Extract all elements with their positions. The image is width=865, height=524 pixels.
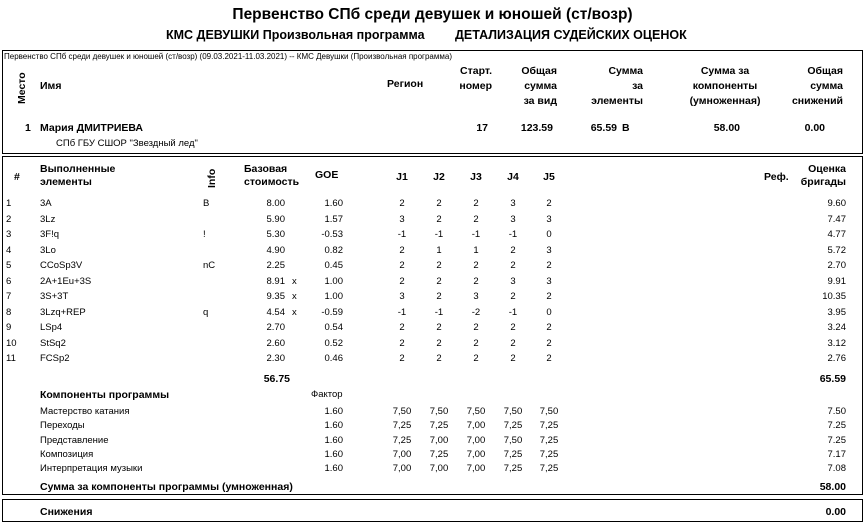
element-judge-1: 2 (399, 275, 405, 287)
component-name: Представление (40, 434, 109, 446)
element-score: 10.35 (822, 291, 846, 302)
header-judge-1: J1 (396, 171, 408, 183)
component-score: 7.25 (827, 420, 846, 432)
element-judge-2: 1 (436, 244, 442, 256)
element-goe: 1.57 (324, 213, 343, 225)
element-score: 2.76 (827, 353, 846, 364)
element-code: 3Lzq+REP (40, 306, 86, 318)
element-goe: 1.60 (324, 198, 343, 209)
element-judge-1: 2 (399, 322, 405, 333)
element-judge-5: 2 (546, 322, 552, 333)
component-score: 7.25 (827, 434, 846, 446)
header-judge-4: J4 (507, 171, 519, 183)
element-judge-5: 2 (546, 353, 552, 364)
element-judge-1: 2 (399, 244, 405, 256)
component-judge-4: 7,25 (503, 463, 523, 475)
element-judge-2: 2 (436, 198, 442, 209)
component-judge-4: 7,25 (503, 448, 523, 460)
header-start-2: номер (459, 80, 492, 92)
component-name: Переходы (40, 420, 85, 432)
element-judge-2: 2 (436, 291, 442, 302)
section-title: ДЕТАЛИЗАЦИЯ СУДЕЙСКИХ ОЦЕНОК (455, 28, 687, 42)
skater-place: 1 (25, 122, 31, 134)
element-judge-4: -1 (508, 306, 518, 318)
header-elements-3: элементы (591, 95, 643, 107)
component-judge-5: 7,50 (539, 406, 559, 417)
element-judge-3: 2 (473, 353, 479, 364)
element-goe: 1.00 (324, 291, 343, 302)
deductions-total: 0.00 (825, 506, 846, 518)
element-judge-1: 2 (399, 260, 405, 271)
component-judge-2: 7,00 (429, 463, 449, 475)
element-goe: 0.54 (324, 322, 343, 333)
element-judge-3: 2 (473, 198, 479, 209)
page-title: Первенство СПб среди девушек и юношей (ст/возр) (232, 6, 633, 23)
element-num: 2 (6, 213, 12, 225)
element-judge-4: 2 (510, 260, 516, 271)
element-bonus-x: x (292, 291, 297, 302)
element-judge-4: 2 (510, 244, 516, 256)
header-deductions-1: Общая (807, 65, 843, 77)
element-code: FCSp2 (40, 353, 70, 364)
component-score: 7.08 (827, 463, 846, 475)
element-base: 8.91 (266, 275, 285, 287)
element-score: 3.12 (827, 337, 846, 349)
element-num: 10 (6, 337, 17, 349)
element-num: 3 (6, 229, 12, 240)
element-base: 2.25 (266, 260, 285, 271)
element-judge-5: 0 (546, 306, 552, 318)
element-judge-1: 2 (399, 353, 405, 364)
element-judge-5: 2 (546, 291, 552, 302)
element-base: 5.90 (266, 213, 285, 225)
component-judge-5: 7,25 (539, 463, 559, 475)
component-judge-3: 7,00 (466, 463, 486, 475)
element-judge-2: 2 (436, 322, 442, 333)
skater-name: Мария ДМИТРИЕВА (40, 122, 144, 134)
header-total-3: за вид (523, 95, 557, 107)
element-judge-4: 2 (510, 291, 516, 302)
element-judge-5: 3 (546, 213, 552, 225)
factor-header: Фактор (311, 389, 343, 400)
component-judge-2: 7,25 (429, 448, 449, 460)
component-factor: 1.60 (324, 463, 343, 475)
element-info: B (203, 198, 210, 209)
element-info: ! (203, 229, 206, 240)
element-num: 11 (6, 353, 16, 364)
element-judge-2: 2 (436, 213, 442, 225)
element-score: 3.95 (827, 306, 846, 318)
component-judge-3: 7,00 (466, 448, 486, 460)
element-goe: -0.53 (321, 229, 343, 240)
skater-club: СПб ГБУ СШОР "Звездный лед" (56, 138, 198, 149)
header-panel-2: бригады (800, 176, 846, 188)
element-num: 9 (6, 322, 12, 333)
element-judge-2: -1 (434, 229, 444, 240)
components-header: Компоненты программы (40, 389, 170, 401)
header-judge-3: J3 (470, 171, 482, 183)
element-num: 7 (6, 291, 12, 302)
element-judge-5: 0 (546, 229, 552, 240)
element-base: 2.30 (266, 353, 285, 364)
element-judge-5: 2 (546, 260, 552, 271)
component-judge-4: 7,25 (503, 420, 523, 432)
element-judge-4: 3 (510, 198, 516, 209)
element-judge-3: 1 (473, 244, 479, 256)
skater-total-score: 123.59 (520, 122, 553, 134)
element-base: 8.00 (266, 198, 285, 209)
skater-elements-score: 65.59 (590, 122, 617, 134)
element-judge-5: 3 (546, 275, 552, 287)
component-judge-1: 7,00 (392, 463, 412, 475)
element-code: 3A (40, 198, 52, 209)
header-components-1: Сумма за (700, 65, 750, 77)
component-judge-4: 7,50 (503, 406, 523, 417)
element-judge-4: -1 (508, 229, 518, 240)
element-num: 1 (6, 198, 12, 209)
element-judge-2: -1 (434, 306, 444, 318)
element-judge-4: 2 (510, 337, 516, 349)
element-goe: 1.00 (324, 275, 343, 287)
component-name: Интерпретация музыки (40, 463, 143, 475)
header-deductions-3: снижений (791, 95, 843, 107)
element-goe: 0.46 (324, 353, 343, 364)
component-judge-1: 7,25 (392, 434, 412, 446)
element-base: 5.30 (266, 229, 285, 240)
component-judge-5: 7,25 (539, 434, 559, 446)
element-judge-1: 3 (399, 213, 405, 225)
element-goe: 0.52 (324, 337, 343, 349)
element-judge-3: 2 (473, 275, 479, 287)
element-judge-3: 2 (473, 213, 479, 225)
skater-components-score: 58.00 (713, 122, 740, 134)
skater-deductions: 0.00 (804, 122, 825, 134)
component-score: 7.50 (827, 406, 846, 417)
element-judge-1: 3 (399, 291, 405, 302)
header-info: Info (206, 168, 218, 188)
header-components-2: компоненты (692, 80, 758, 92)
element-judge-3: 2 (473, 322, 479, 333)
element-judge-3: -1 (471, 229, 481, 240)
component-judge-3: 7,00 (466, 434, 486, 446)
component-judge-2: 7,00 (429, 434, 449, 446)
element-num: 5 (6, 260, 12, 271)
element-code: 3F!q (40, 229, 60, 240)
element-judge-1: -1 (397, 306, 407, 318)
element-judge-4: 2 (510, 322, 516, 333)
element-num: 6 (6, 275, 12, 287)
header-num: # (14, 171, 20, 183)
element-info: nC (203, 260, 216, 271)
component-judge-3: 7,50 (466, 406, 486, 417)
element-judge-2: 2 (436, 337, 442, 349)
element-judge-2: 2 (436, 275, 442, 287)
header-judge-2: J2 (433, 171, 445, 183)
component-judge-2: 7,50 (429, 406, 449, 417)
header-components-3: (умноженная) (689, 95, 761, 107)
header-name: Имя (40, 80, 62, 92)
header-elements-2: за (632, 80, 643, 92)
element-score: 4.77 (827, 229, 846, 240)
element-code: CCoSp3V (40, 260, 83, 271)
element-score: 9.91 (827, 275, 846, 287)
element-judge-2: 2 (436, 353, 442, 364)
component-judge-4: 7,50 (503, 434, 523, 446)
header-start-1: Старт. (460, 65, 492, 77)
component-factor: 1.60 (324, 448, 343, 460)
header-place: Место (16, 72, 28, 104)
component-factor: 1.60 (324, 434, 343, 446)
element-judge-3: -2 (471, 306, 481, 318)
element-base: 9.35 (266, 291, 285, 302)
header-total-2: сумма (524, 80, 557, 92)
category-title: КМС ДЕВУШКИ Произвольная программа (166, 28, 425, 42)
element-base: 4.90 (266, 244, 285, 256)
component-judge-5: 7,25 (539, 448, 559, 460)
element-code: 3S+3T (40, 291, 69, 302)
deductions-label: Снижения (40, 506, 93, 518)
element-judge-4: 2 (510, 353, 516, 364)
header-elements-1: Выполненные (40, 163, 116, 175)
header-deductions-2: сумма (810, 80, 843, 92)
element-judge-2: 2 (436, 260, 442, 271)
element-base: 4.54 (266, 306, 285, 318)
element-judge-5: 3 (546, 244, 552, 256)
element-base: 2.60 (266, 337, 285, 349)
element-info: q (203, 306, 209, 318)
skater-elements-flag: B (622, 122, 630, 134)
skater-start-number: 17 (476, 122, 488, 134)
elements-score-total: 65.59 (819, 373, 846, 385)
header-judge-5: J5 (543, 171, 555, 183)
element-score: 3.24 (827, 322, 846, 333)
element-goe: -0.59 (321, 306, 343, 318)
component-judge-1: 7,25 (392, 420, 412, 432)
element-bonus-x: x (292, 275, 297, 287)
element-judge-1: 2 (399, 198, 405, 209)
component-judge-2: 7,25 (429, 420, 449, 432)
elements-base-total: 56.75 (263, 373, 290, 385)
element-judge-4: 3 (510, 275, 516, 287)
header-elements-1: Сумма (608, 65, 643, 77)
element-judge-4: 3 (510, 213, 516, 225)
element-code: LSp4 (40, 322, 63, 333)
header-ref: Реф. (764, 171, 789, 183)
element-judge-3: 3 (473, 291, 479, 302)
deductions-box (2, 499, 863, 522)
element-judge-3: 2 (473, 337, 479, 349)
element-judge-1: 2 (399, 337, 405, 349)
element-code: 3Lz (40, 213, 56, 225)
element-base: 2.70 (266, 322, 285, 333)
header-goe: GOE (315, 169, 339, 181)
header-total-1: Общая (521, 65, 557, 77)
element-judge-3: 2 (473, 260, 479, 271)
element-code: StSq2 (40, 337, 66, 349)
element-judge-5: 2 (546, 198, 552, 209)
element-score: 9.60 (827, 198, 846, 209)
element-judge-1: -1 (397, 229, 407, 240)
element-score: 7.47 (827, 213, 846, 225)
header-region: Регион (387, 78, 424, 90)
element-goe: 0.45 (324, 260, 343, 271)
header-base-2: стоимость (244, 176, 300, 188)
element-code: 2A+1Eu+3S (40, 275, 92, 287)
element-score: 5.72 (827, 244, 846, 256)
header-base-1: Базовая (244, 163, 288, 175)
component-judge-1: 7,00 (392, 448, 412, 460)
components-total-label: Сумма за компоненты программы (умноженная) (40, 481, 293, 493)
component-score: 7.17 (827, 448, 846, 460)
component-factor: 1.60 (324, 420, 343, 432)
header-panel-1: Оценка (808, 163, 846, 175)
header-elements-2: элементы (40, 176, 92, 188)
element-num: 8 (6, 306, 12, 318)
component-factor: 1.60 (324, 406, 343, 417)
element-code: 3Lo (40, 244, 56, 256)
component-judge-5: 7,25 (539, 420, 559, 432)
element-judge-5: 2 (546, 337, 552, 349)
component-name: Мастерство катания (40, 406, 130, 417)
event-line: Первенство СПб среди девушек и юношей (ст/возр) (09.03.2021-11.03.2021) -- КМС Девушки (Произвольная программа) (4, 52, 452, 61)
element-bonus-x: x (292, 306, 297, 318)
element-num: 4 (6, 244, 12, 256)
component-judge-3: 7,00 (466, 420, 486, 432)
components-total: 58.00 (819, 481, 846, 493)
component-name: Композиция (40, 448, 94, 460)
element-goe: 0.82 (324, 244, 343, 256)
element-score: 2.70 (827, 260, 846, 271)
component-judge-1: 7,50 (392, 406, 412, 417)
